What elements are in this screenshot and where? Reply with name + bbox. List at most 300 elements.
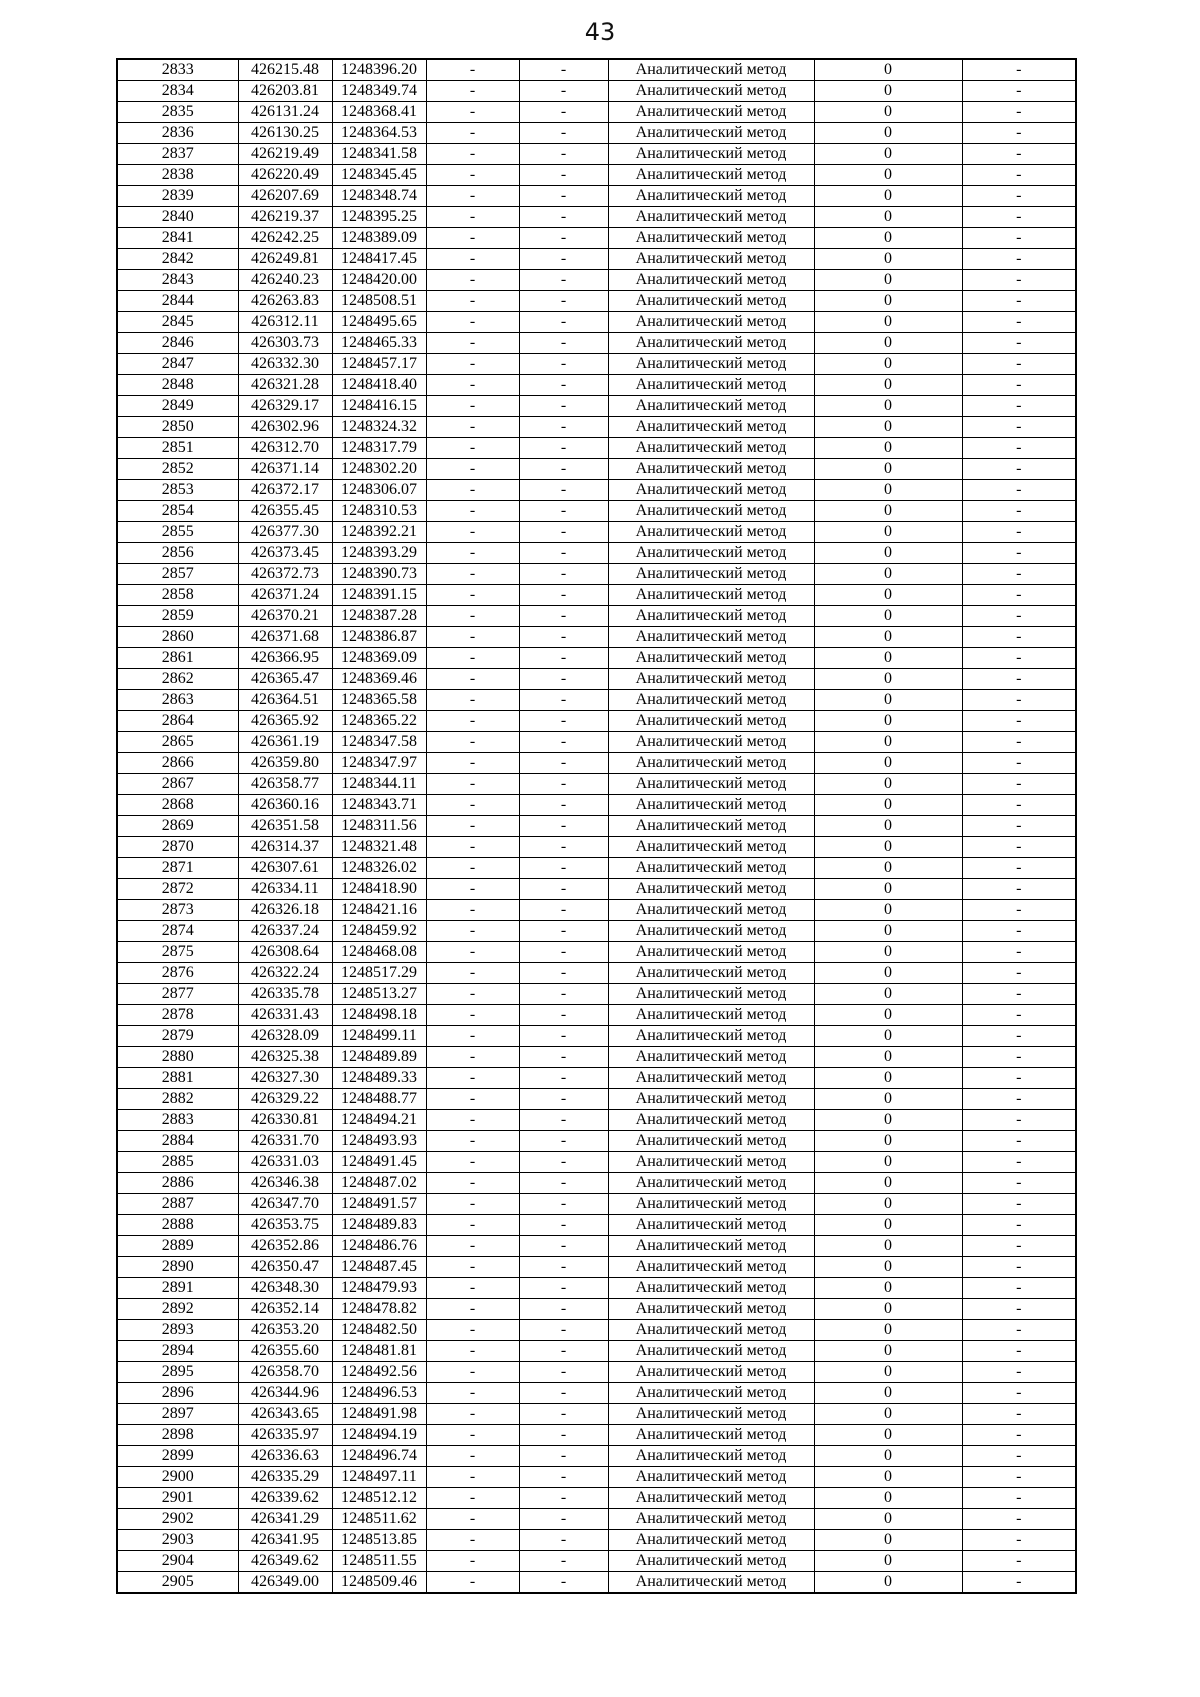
table-cell-method: Аналитический метод [608, 648, 814, 669]
table-cell-c5: - [519, 123, 608, 144]
table-cell-c4: - [426, 1320, 519, 1341]
table-cell-y: 1248390.73 [332, 564, 426, 585]
table-cell-num: 2868 [117, 795, 238, 816]
table-cell-method: Аналитический метод [608, 669, 814, 690]
table-cell-method: Аналитический метод [608, 501, 814, 522]
table-row [117, 375, 1076, 396]
table-cell-method: Аналитический метод [608, 123, 814, 144]
table-cell-method: Аналитический метод [608, 1488, 814, 1509]
table-row [117, 522, 1076, 543]
table-cell-y: 1248488.77 [332, 1089, 426, 1110]
table-cell-c8: - [962, 627, 1076, 648]
table-cell-c8: - [962, 312, 1076, 333]
table-cell-method: Аналитический метод [608, 1446, 814, 1467]
table-row [117, 291, 1076, 312]
table-cell-c5: - [519, 837, 608, 858]
table-cell-y: 1248420.00 [332, 270, 426, 291]
table-cell-c4: - [426, 501, 519, 522]
table-cell-c4: - [426, 354, 519, 375]
table-cell-c8: - [962, 606, 1076, 627]
table-cell-c7: 0 [814, 291, 962, 312]
table-cell-c4: - [426, 1047, 519, 1068]
table-cell-c8: - [962, 1488, 1076, 1509]
table-cell-x: 426360.16 [238, 795, 332, 816]
table-cell-num: 2888 [117, 1215, 238, 1236]
table-cell-c8: - [962, 711, 1076, 732]
table-cell-c5: - [519, 186, 608, 207]
table-cell-num: 2840 [117, 207, 238, 228]
table-cell-y: 1248517.29 [332, 963, 426, 984]
table-cell-num: 2899 [117, 1446, 238, 1467]
table-cell-num: 2882 [117, 1089, 238, 1110]
table-cell-y: 1248489.89 [332, 1047, 426, 1068]
table-cell-c4: - [426, 627, 519, 648]
table-cell-num: 2856 [117, 543, 238, 564]
table-cell-c4: - [426, 858, 519, 879]
table-cell-x: 426366.95 [238, 648, 332, 669]
table-cell-num: 2872 [117, 879, 238, 900]
table-cell-c4: - [426, 564, 519, 585]
table-cell-c8: - [962, 59, 1076, 81]
table-cell-c7: 0 [814, 249, 962, 270]
table-cell-y: 1248457.17 [332, 354, 426, 375]
table-cell-c5: - [519, 228, 608, 249]
table-cell-method: Аналитический метод [608, 1509, 814, 1530]
table-cell-c8: - [962, 165, 1076, 186]
table-cell-num: 2867 [117, 774, 238, 795]
table-cell-c7: 0 [814, 396, 962, 417]
table-cell-method: Аналитический метод [608, 564, 814, 585]
table-cell-y: 1248386.87 [332, 627, 426, 648]
table-cell-c8: - [962, 1089, 1076, 1110]
table-row [117, 1572, 1076, 1594]
table-row [117, 333, 1076, 354]
table-cell-c5: - [519, 1530, 608, 1551]
table-cell-y: 1248482.50 [332, 1320, 426, 1341]
table-cell-c5: - [519, 249, 608, 270]
table-cell-y: 1248302.20 [332, 459, 426, 480]
table-cell-c4: - [426, 1005, 519, 1026]
table-cell-num: 2895 [117, 1362, 238, 1383]
table-row [117, 921, 1076, 942]
table-cell-y: 1248495.65 [332, 312, 426, 333]
table-cell-c5: - [519, 417, 608, 438]
table-cell-x: 426327.30 [238, 1068, 332, 1089]
table-cell-x: 426358.70 [238, 1362, 332, 1383]
table-cell-num: 2843 [117, 270, 238, 291]
table-cell-c5: - [519, 921, 608, 942]
table-cell-x: 426263.83 [238, 291, 332, 312]
table-row [117, 1152, 1076, 1173]
table-cell-y: 1248459.92 [332, 921, 426, 942]
table-cell-x: 426351.58 [238, 816, 332, 837]
table-cell-c7: 0 [814, 1236, 962, 1257]
table-cell-method: Аналитический метод [608, 627, 814, 648]
table-row [117, 1131, 1076, 1152]
table-cell-method: Аналитический метод [608, 1236, 814, 1257]
table-cell-method: Аналитический метод [608, 165, 814, 186]
table-row [117, 669, 1076, 690]
table-cell-c4: - [426, 375, 519, 396]
table-cell-x: 426349.00 [238, 1572, 332, 1594]
table-cell-y: 1248417.45 [332, 249, 426, 270]
table-cell-c8: - [962, 396, 1076, 417]
table-cell-c7: 0 [814, 900, 962, 921]
table-cell-c7: 0 [814, 711, 962, 732]
table-cell-method: Аналитический метод [608, 1299, 814, 1320]
table-cell-c7: 0 [814, 627, 962, 648]
table-cell-x: 426130.25 [238, 123, 332, 144]
table-cell-c5: - [519, 984, 608, 1005]
table-cell-y: 1248492.56 [332, 1362, 426, 1383]
table-cell-c8: - [962, 858, 1076, 879]
table-cell-c4: - [426, 732, 519, 753]
table-row [117, 690, 1076, 711]
table-cell-c8: - [962, 1446, 1076, 1467]
table-cell-num: 2852 [117, 459, 238, 480]
table-cell-c7: 0 [814, 1173, 962, 1194]
table-cell-num: 2900 [117, 1467, 238, 1488]
table-cell-num: 2894 [117, 1341, 238, 1362]
table-cell-c5: - [519, 858, 608, 879]
table-cell-y: 1248389.09 [332, 228, 426, 249]
table-cell-c4: - [426, 333, 519, 354]
table-cell-method: Аналитический метод [608, 438, 814, 459]
table-cell-c5: - [519, 879, 608, 900]
table-cell-method: Аналитический метод [608, 1089, 814, 1110]
table-cell-y: 1248511.62 [332, 1509, 426, 1530]
table-cell-c7: 0 [814, 774, 962, 795]
table-row [117, 648, 1076, 669]
table-row [117, 963, 1076, 984]
table-cell-num: 2847 [117, 354, 238, 375]
table-cell-x: 426335.29 [238, 1467, 332, 1488]
table-row [117, 501, 1076, 522]
table-row [117, 102, 1076, 123]
table-cell-y: 1248512.12 [332, 1488, 426, 1509]
table-cell-c8: - [962, 1551, 1076, 1572]
table-cell-x: 426364.51 [238, 690, 332, 711]
table-cell-c8: - [962, 543, 1076, 564]
table-cell-c4: - [426, 59, 519, 81]
table-row [117, 396, 1076, 417]
table-cell-x: 426350.47 [238, 1257, 332, 1278]
table-cell-num: 2870 [117, 837, 238, 858]
table-row [117, 879, 1076, 900]
table-row [117, 228, 1076, 249]
table-cell-num: 2866 [117, 753, 238, 774]
table-cell-c7: 0 [814, 1551, 962, 1572]
table-row [117, 1467, 1076, 1488]
table-cell-method: Аналитический метод [608, 333, 814, 354]
table-row [117, 144, 1076, 165]
table-cell-x: 426330.81 [238, 1110, 332, 1131]
table-cell-c7: 0 [814, 375, 962, 396]
table-row [117, 1089, 1076, 1110]
table-cell-c8: - [962, 1530, 1076, 1551]
table-cell-c7: 0 [814, 585, 962, 606]
table-cell-c8: - [962, 333, 1076, 354]
table-cell-c5: - [519, 270, 608, 291]
table-cell-c5: - [519, 375, 608, 396]
table-cell-x: 426371.68 [238, 627, 332, 648]
table-cell-c4: - [426, 270, 519, 291]
table-cell-c8: - [962, 375, 1076, 396]
table-cell-num: 2887 [117, 1194, 238, 1215]
table-cell-c7: 0 [814, 1299, 962, 1320]
table-cell-c7: 0 [814, 543, 962, 564]
table-cell-method: Аналитический метод [608, 270, 814, 291]
table-cell-c8: - [962, 1194, 1076, 1215]
table-cell-c4: - [426, 1110, 519, 1131]
table-cell-y: 1248348.74 [332, 186, 426, 207]
table-cell-y: 1248368.41 [332, 102, 426, 123]
table-cell-c8: - [962, 1236, 1076, 1257]
table-row [117, 795, 1076, 816]
table-cell-c7: 0 [814, 1026, 962, 1047]
table-cell-num: 2844 [117, 291, 238, 312]
table-cell-num: 2896 [117, 1383, 238, 1404]
table-cell-c7: 0 [814, 1068, 962, 1089]
table-cell-num: 2874 [117, 921, 238, 942]
table-cell-c7: 0 [814, 606, 962, 627]
table-cell-num: 2873 [117, 900, 238, 921]
table-cell-method: Аналитический метод [608, 1572, 814, 1594]
table-row [117, 1383, 1076, 1404]
table-cell-y: 1248508.51 [332, 291, 426, 312]
table-cell-c4: - [426, 102, 519, 123]
table-cell-c8: - [962, 480, 1076, 501]
table-cell-x: 426370.21 [238, 606, 332, 627]
table-cell-c7: 0 [814, 1257, 962, 1278]
table-cell-method: Аналитический метод [608, 1026, 814, 1047]
table-cell-c4: - [426, 144, 519, 165]
table-cell-x: 426335.97 [238, 1425, 332, 1446]
table-cell-c4: - [426, 123, 519, 144]
table-row [117, 942, 1076, 963]
table-row [117, 837, 1076, 858]
table-cell-c4: - [426, 1551, 519, 1572]
table-cell-c4: - [426, 669, 519, 690]
table-cell-y: 1248393.29 [332, 543, 426, 564]
table-cell-method: Аналитический метод [608, 312, 814, 333]
table-cell-num: 2864 [117, 711, 238, 732]
table-cell-c7: 0 [814, 1425, 962, 1446]
table-cell-num: 2851 [117, 438, 238, 459]
table-cell-method: Аналитический метод [608, 732, 814, 753]
table-row [117, 1446, 1076, 1467]
table-cell-y: 1248496.74 [332, 1446, 426, 1467]
table-cell-c4: - [426, 1152, 519, 1173]
table-cell-c4: - [426, 900, 519, 921]
table-cell-num: 2839 [117, 186, 238, 207]
table-cell-method: Аналитический метод [608, 144, 814, 165]
table-cell-c7: 0 [814, 1341, 962, 1362]
table-cell-method: Аналитический метод [608, 1068, 814, 1089]
table-cell-c8: - [962, 522, 1076, 543]
table-cell-c8: - [962, 837, 1076, 858]
table-cell-y: 1248365.58 [332, 690, 426, 711]
table-cell-x: 426203.81 [238, 81, 332, 102]
table-cell-num: 2863 [117, 690, 238, 711]
table-cell-c4: - [426, 1488, 519, 1509]
table-cell-num: 2860 [117, 627, 238, 648]
table-cell-c7: 0 [814, 522, 962, 543]
table-cell-method: Аналитический метод [608, 690, 814, 711]
table-cell-c5: - [519, 501, 608, 522]
table-cell-x: 426303.73 [238, 333, 332, 354]
table-cell-method: Аналитический метод [608, 207, 814, 228]
table-cell-num: 2890 [117, 1257, 238, 1278]
table-cell-x: 426219.49 [238, 144, 332, 165]
table-row [117, 1425, 1076, 1446]
table-cell-num: 2858 [117, 585, 238, 606]
table-cell-c8: - [962, 1341, 1076, 1362]
table-cell-c7: 0 [814, 102, 962, 123]
table-cell-c8: - [962, 81, 1076, 102]
table-cell-num: 2886 [117, 1173, 238, 1194]
table-cell-c7: 0 [814, 1509, 962, 1530]
table-cell-c4: - [426, 606, 519, 627]
table-cell-c5: - [519, 102, 608, 123]
table-cell-y: 1248418.90 [332, 879, 426, 900]
table-cell-method: Аналитический метод [608, 1152, 814, 1173]
table-cell-c7: 0 [814, 648, 962, 669]
table-cell-c4: - [426, 1131, 519, 1152]
table-cell-c5: - [519, 711, 608, 732]
table-row [117, 858, 1076, 879]
table-cell-c4: - [426, 1425, 519, 1446]
table-cell-c4: - [426, 207, 519, 228]
table-cell-c5: - [519, 1173, 608, 1194]
table-cell-c8: - [962, 270, 1076, 291]
table-cell-x: 426353.75 [238, 1215, 332, 1236]
table-cell-x: 426365.92 [238, 711, 332, 732]
table-cell-method: Аналитический метод [608, 1530, 814, 1551]
table-cell-c8: - [962, 648, 1076, 669]
table-cell-c4: - [426, 1530, 519, 1551]
table-cell-c7: 0 [814, 1215, 962, 1236]
table-cell-num: 2833 [117, 59, 238, 81]
table-cell-c5: - [519, 1488, 608, 1509]
table-cell-y: 1248345.45 [332, 165, 426, 186]
table-cell-c5: - [519, 59, 608, 81]
table-cell-c8: - [962, 900, 1076, 921]
table-cell-c7: 0 [814, 144, 962, 165]
table-cell-num: 2857 [117, 564, 238, 585]
table-row [117, 1215, 1076, 1236]
table-cell-c4: - [426, 585, 519, 606]
table-cell-c5: - [519, 1257, 608, 1278]
table-cell-y: 1248487.45 [332, 1257, 426, 1278]
table-cell-num: 2902 [117, 1509, 238, 1530]
coordinates-table [116, 58, 1077, 1594]
table-cell-c8: - [962, 1173, 1076, 1194]
table-cell-c8: - [962, 1257, 1076, 1278]
table-cell-c4: - [426, 774, 519, 795]
table-cell-c5: - [519, 1446, 608, 1467]
table-cell-c8: - [962, 1026, 1076, 1047]
table-row [117, 1110, 1076, 1131]
table-row [117, 1173, 1076, 1194]
table-cell-x: 426329.17 [238, 396, 332, 417]
table-cell-num: 2903 [117, 1530, 238, 1551]
table-row [117, 1026, 1076, 1047]
table-cell-c4: - [426, 648, 519, 669]
table-cell-method: Аналитический метод [608, 1005, 814, 1026]
table-cell-x: 426343.65 [238, 1404, 332, 1425]
table-cell-c7: 0 [814, 1530, 962, 1551]
table-cell-x: 426355.45 [238, 501, 332, 522]
table-cell-c4: - [426, 522, 519, 543]
table-cell-y: 1248468.08 [332, 942, 426, 963]
table-cell-x: 426215.48 [238, 59, 332, 81]
table-cell-c5: - [519, 1299, 608, 1320]
table-cell-c4: - [426, 1446, 519, 1467]
table-cell-x: 426336.63 [238, 1446, 332, 1467]
table-cell-c7: 0 [814, 1152, 962, 1173]
table-cell-x: 426314.37 [238, 837, 332, 858]
table-cell-c4: - [426, 249, 519, 270]
table-cell-c5: - [519, 1509, 608, 1530]
table-cell-c7: 0 [814, 858, 962, 879]
table-cell-x: 426372.17 [238, 480, 332, 501]
table-row [117, 1530, 1076, 1551]
table-cell-num: 2859 [117, 606, 238, 627]
table-cell-c4: - [426, 417, 519, 438]
table-cell-c8: - [962, 417, 1076, 438]
table-cell-c4: - [426, 291, 519, 312]
table-cell-y: 1248344.11 [332, 774, 426, 795]
table-cell-c7: 0 [814, 690, 962, 711]
table-cell-c5: - [519, 354, 608, 375]
table-cell-y: 1248343.71 [332, 795, 426, 816]
table-cell-c4: - [426, 81, 519, 102]
table-cell-method: Аналитический метод [608, 1110, 814, 1131]
table-cell-c5: - [519, 627, 608, 648]
table-cell-num: 2842 [117, 249, 238, 270]
table-cell-num: 2862 [117, 669, 238, 690]
table-cell-c5: - [519, 1110, 608, 1131]
table-cell-y: 1248387.28 [332, 606, 426, 627]
table-cell-c4: - [426, 816, 519, 837]
table-cell-y: 1248499.11 [332, 1026, 426, 1047]
table-cell-x: 426242.25 [238, 228, 332, 249]
table-cell-x: 426312.70 [238, 438, 332, 459]
table-cell-x: 426131.24 [238, 102, 332, 123]
table-cell-num: 2892 [117, 1299, 238, 1320]
table-cell-x: 426352.14 [238, 1299, 332, 1320]
table-row [117, 1257, 1076, 1278]
table-row [117, 207, 1076, 228]
table-cell-x: 426361.19 [238, 732, 332, 753]
table-cell-c4: - [426, 1026, 519, 1047]
table-cell-c5: - [519, 1215, 608, 1236]
table-cell-method: Аналитический метод [608, 1173, 814, 1194]
table-cell-y: 1248513.85 [332, 1530, 426, 1551]
table-cell-c5: - [519, 1362, 608, 1383]
table-cell-num: 2849 [117, 396, 238, 417]
table-cell-c8: - [962, 1278, 1076, 1299]
table-row [117, 627, 1076, 648]
table-cell-c4: - [426, 690, 519, 711]
table-cell-x: 426332.30 [238, 354, 332, 375]
table-cell-num: 2876 [117, 963, 238, 984]
table-cell-method: Аналитический метод [608, 900, 814, 921]
table-cell-c8: - [962, 207, 1076, 228]
table-cell-x: 426326.18 [238, 900, 332, 921]
table-cell-x: 426321.28 [238, 375, 332, 396]
